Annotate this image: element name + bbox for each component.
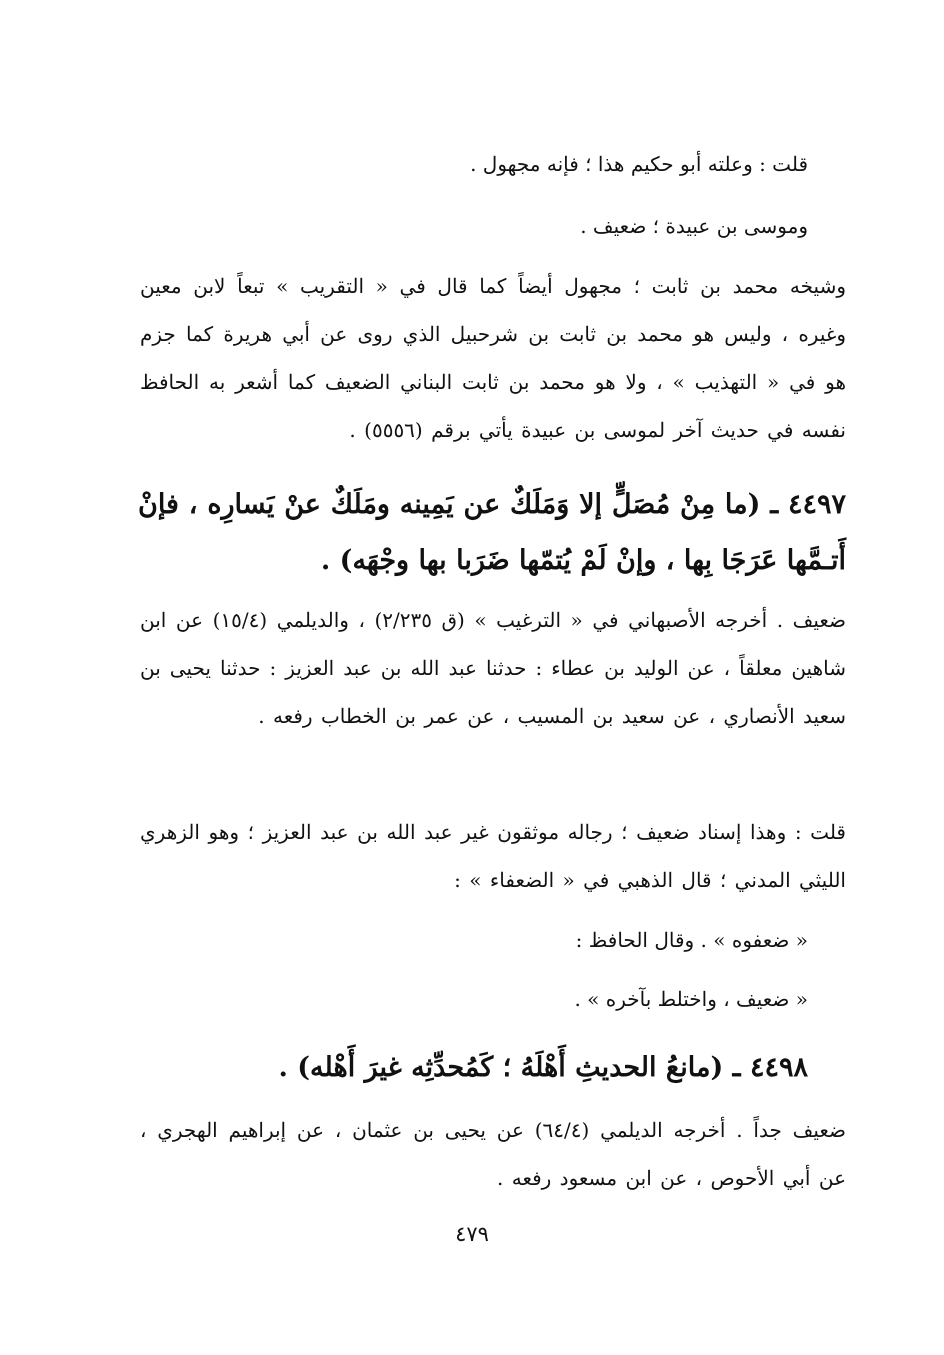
paragraph-musa-ibn-ubayda: وموسى بن عبيدة ؛ ضعيف . [580,214,808,238]
paragraph-note-abu-hakim: قلت : وعلته أبو حكيم هذا ؛ فإنه مجهول . [470,152,808,176]
hadith-4497: ٤٤٩٧ ـ (ما مِنْ مُصَلٍّ إلا وَمَلَكٌ عن يَمِينه ومَلَكٌ عنْ يَسارِه ، فإنْ أَتـمَّها عَرَجَا بِها ، وإنْ لَمْ يُتمّها ضَرَبا بها وجْهَه) . [138,489,846,576]
quote-hafiz: « ضعيف ، واختلط بآخره » . [574,987,808,1011]
paragraph-takhrij-4497: ضعيف . أخرجه الأصبهاني في « الترغيب » (ق ٢/٢٣٥) ، والديلمي (١٥/٤) عن ابن شاهين معلقاً ، عن الوليد بن عطاء : حدثنا عبد الله بن عبد العزيز : حدثنا يحيى بن سعيد الأنصاري ، عن سعيد بن المسيب ، عن عمر بن الخطاب رفعه . [140,608,847,728]
hadith-4498: ٤٤٩٨ ـ (مانعُ الحديثِ أَهْلَهُ ؛ كَمُحدِّثِه غيرَ أَهْله) . [278,1052,808,1083]
paragraph-shaykh-muhammad-ibn-thabit: وشيخه محمد بن ثابت ؛ مجهول أيضاً كما قال في « التقريب » تبعاً لابن معين وغيره ، وليس هو محمد بن ثابت بن شرحبيل الذي روى عن أبي هريرة كما جزم هو في « التهذيب » ، ولا هو محمد بن ثابت البناني الضعيف كما أشعر به الحافظ نفسه في حديث آخر لموسى بن عبيدة يأتي برقم (٥٥٥٦) . [140,274,846,442]
paragraph-takhrij-4498: ضعيف جداً . أخرجه الديلمي (٦٤/٤) عن يحيى بن عثمان ، عن إبراهيم الهجري ، عن أبي الأحوص ، عن ابن مسعود رفعه . [140,1118,846,1190]
quote-dhahabi: « ضعفوه » . وقال الحافظ : [575,928,808,952]
page-number: ٤٧٩ [455,1222,489,1246]
paragraph-isnad-assessment: قلت : وهذا إسناد ضعيف ؛ رجاله موثقون غير عبد الله بن عبد العزيز ؛ وهو الزهري الليثي المدني ؛ قال الذهبي في « الضعفاء » : [140,820,846,892]
